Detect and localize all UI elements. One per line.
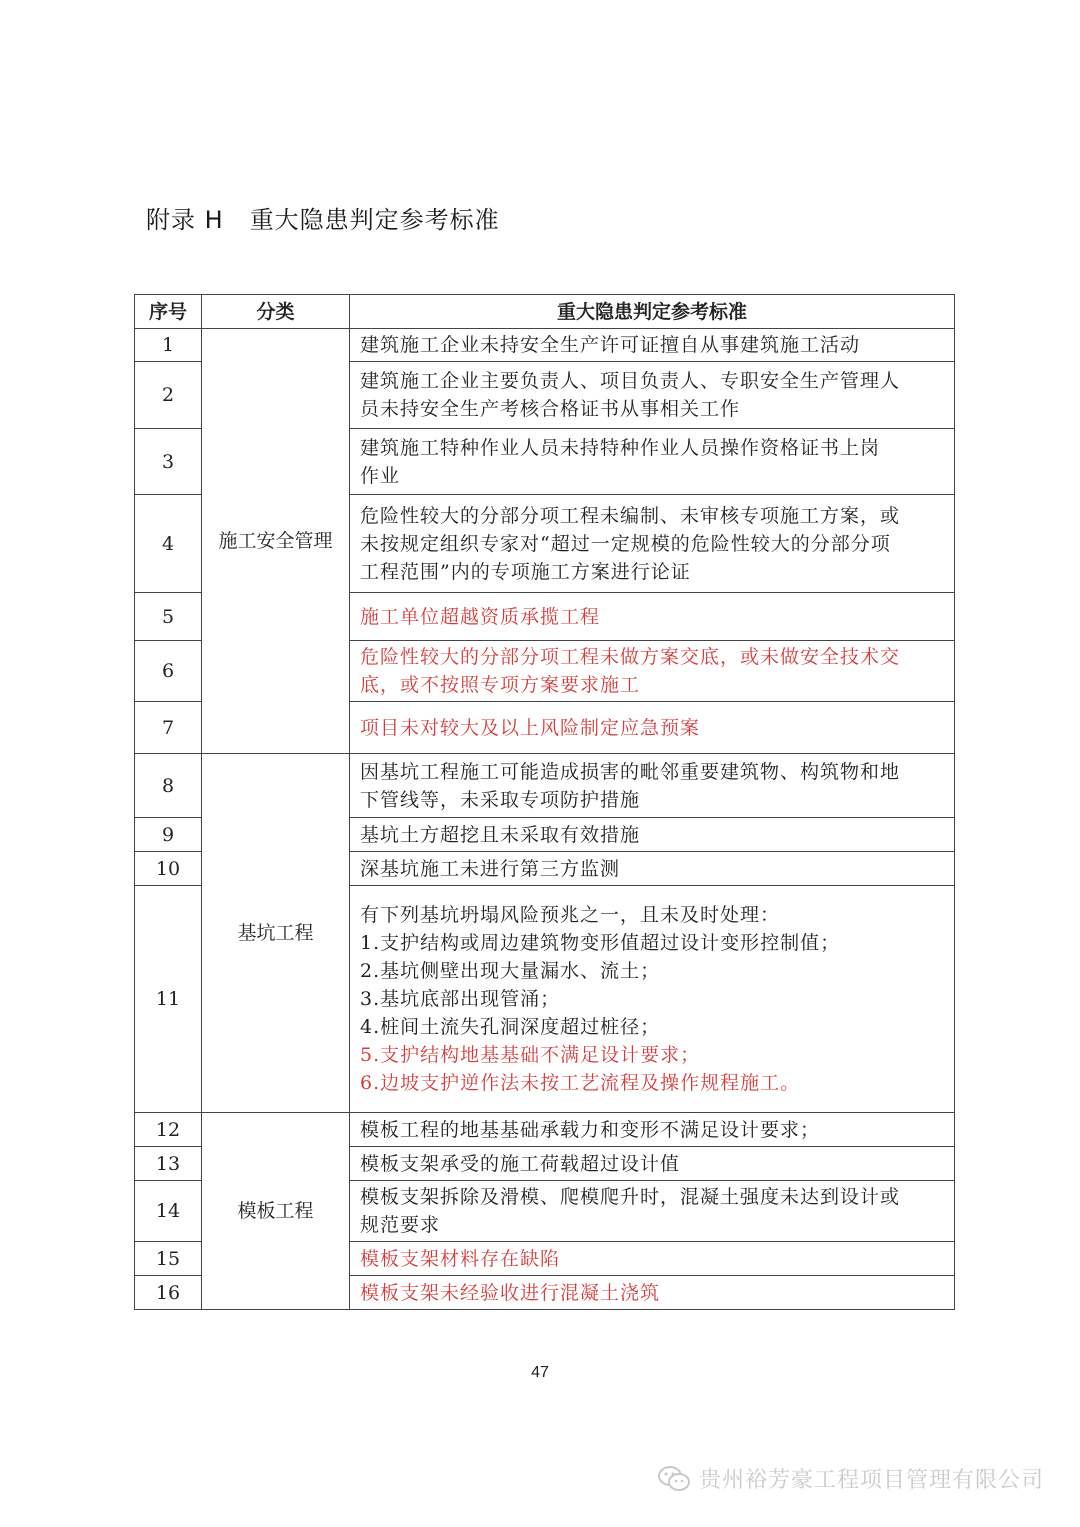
standard-cell (350, 495, 955, 593)
standard-line: 建筑施工特种作业人员未持特种作业人员操作资格证书上岗 (360, 436, 881, 459)
category-cell: 基坑工程 (202, 754, 350, 1113)
header-category: 分类 (202, 295, 350, 329)
standard-cell (350, 1181, 955, 1242)
standard-line: 模板支架未经验收进行混凝土浇筑 (360, 1281, 661, 1304)
standard-cell (350, 1113, 955, 1147)
table-row (135, 329, 955, 362)
standard-line: 因基坑工程施工可能造成损害的毗邻重要建筑物、构筑物和地 (360, 760, 901, 783)
standard-cell (350, 329, 955, 362)
standard-line: 员未持安全生产考核合格证书从事相关工作 (360, 398, 741, 420)
row-number: 1 (135, 329, 202, 362)
standard-cell (350, 702, 955, 754)
standard-line: 未按规定组织专家对“超过一定规模的危险性较大的分部分项 (360, 532, 891, 555)
header-seq: 序号 (135, 295, 202, 329)
standard-line: 项目未对较大及以上风险制定应急预案 (360, 716, 701, 739)
table-row (135, 754, 955, 818)
standard-line: 底，或不按照专项方案要求施工 (360, 674, 641, 696)
standard-cell (350, 1242, 955, 1276)
category-cell: 施工安全管理 (202, 329, 350, 754)
standard-cell (350, 754, 955, 818)
standard-line: 5.支护结构地基基础不满足设计要求； (360, 1044, 701, 1066)
row-number: 13 (135, 1147, 202, 1181)
standard-line: 作业 (360, 464, 401, 487)
standard-line: 模板工程的地基基础承载力和变形不满足设计要求； (360, 1118, 821, 1141)
standard-line: 模板支架拆除及滑模、爬模爬升时，混凝土强度未达到设计或 (360, 1186, 901, 1208)
header-standard: 重大隐患判定参考标准 (350, 295, 955, 329)
standard-line: 1.支护结构或周边建筑物变形值超过设计变形控制值； (360, 932, 841, 954)
standard-line: 危险性较大的分部分项工程未编制、未审核专项施工方案，或 (360, 504, 901, 527)
standard-line: 建筑施工企业主要负责人、项目负责人、专职安全生产管理人 (360, 370, 901, 392)
standard-cell (350, 1276, 955, 1310)
standard-line: 危险性较大的分部分项工程未做方案交底，或未做安全技术交 (360, 646, 901, 668)
row-number: 10 (135, 852, 202, 886)
row-number: 5 (135, 593, 202, 641)
standard-cell (350, 818, 955, 852)
standard-line: 深基坑施工未进行第三方监测 (360, 857, 621, 880)
standard-cell (350, 852, 955, 886)
title-text: 重大隐患判定参考标准 (249, 206, 500, 234)
wechat-icon (657, 1464, 691, 1494)
standard-line: 规范要求 (360, 1214, 441, 1236)
row-number: 11 (135, 886, 202, 1113)
hazard-standard-table (134, 294, 955, 1310)
standard-line: 模板支架承受的施工荷载超过设计值 (360, 1152, 681, 1175)
standard-line: 2.基坑侧壁出现大量漏水、流土； (360, 960, 661, 982)
standard-cell (350, 1147, 955, 1181)
row-number: 15 (135, 1242, 202, 1276)
standard-line: 基坑土方超挖且未采取有效措施 (360, 823, 641, 846)
standard-cell (350, 886, 955, 1113)
standard-cell (350, 641, 955, 702)
standard-line: 有下列基坑坍塌风险预兆之一，且未及时处理： (360, 904, 781, 926)
standard-cell (350, 593, 955, 641)
standard-line: 4.桩间土流失孔洞深度超过桩径； (360, 1016, 661, 1038)
table-row (135, 1113, 955, 1147)
standard-line: 模板支架材料存在缺陷 (360, 1247, 561, 1270)
row-number: 12 (135, 1113, 202, 1147)
row-number: 2 (135, 362, 202, 429)
standard-cell (350, 429, 955, 495)
row-number: 7 (135, 702, 202, 754)
standard-cell (350, 362, 955, 429)
table-body (135, 329, 955, 1310)
page-number: 47 (531, 1364, 549, 1381)
category-cell: 模板工程 (202, 1113, 350, 1310)
row-number: 4 (135, 495, 202, 593)
standard-line: 下管线等，未采取专项防护措施 (360, 788, 641, 811)
standard-line: 工程范围”内的专项施工方案进行论证 (360, 560, 691, 583)
standard-line: 建筑施工企业未持安全生产许可证擅自从事建筑施工活动 (360, 334, 861, 356)
row-number: 14 (135, 1181, 202, 1242)
row-number: 3 (135, 429, 202, 495)
row-number: 8 (135, 754, 202, 818)
standard-line: 施工单位超越资质承揽工程 (360, 605, 601, 628)
standard-line: 6.边坡支护逆作法未按工艺流程及操作规程施工。 (360, 1072, 801, 1094)
page-title (146, 200, 500, 235)
row-number: 9 (135, 818, 202, 852)
appendix-label: 附录 H (146, 206, 224, 234)
watermark (657, 1463, 1044, 1494)
row-number: 6 (135, 641, 202, 702)
watermark-text: 贵州裕芳豪工程项目管理有限公司 (698, 1468, 1044, 1493)
row-number: 16 (135, 1276, 202, 1310)
standard-line: 3.基坑底部出现管涌； (360, 988, 561, 1010)
table-header-row (135, 295, 955, 329)
